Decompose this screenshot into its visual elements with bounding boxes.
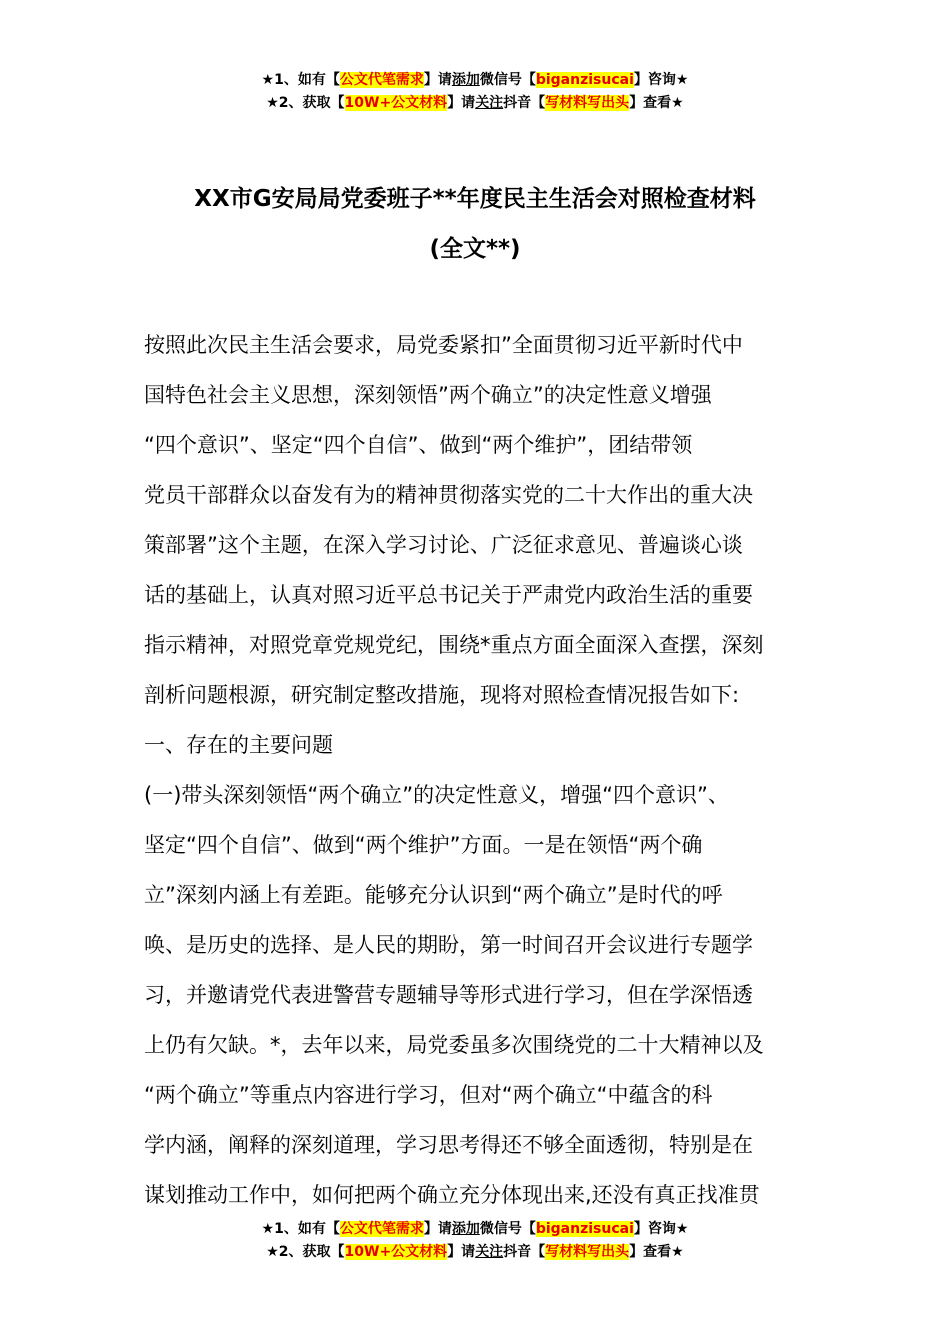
body-line: 国特色社会主义思想，深刻领悟”两个确立”的决定性意义增强 bbox=[144, 383, 712, 407]
promo-underline: 关注 bbox=[475, 95, 504, 111]
promo-highlight: 10W+公文材料 bbox=[344, 95, 448, 111]
body-line: 指示精神，对照党章党规党纪，围绕*重点方面全面深入查摆，深刻 bbox=[144, 633, 764, 657]
body-line: 上仍有欠缺。*，去年以来，局党委虽多次围绕党的二十大精神以及 bbox=[144, 1033, 764, 1057]
promo-underline: 添加 bbox=[451, 72, 480, 88]
section-heading: 一、存在的主要问题 bbox=[144, 733, 333, 757]
promo-text: ★2、获取【 bbox=[266, 95, 345, 111]
body-line: 策部署”这个主题，在深入学习讨论、广泛征求意见、普遍谈心谈 bbox=[144, 533, 743, 557]
promo-text: 】请 bbox=[447, 1244, 476, 1260]
footer-promo bbox=[0, 1218, 950, 1264]
promo-douyin-id: 写材料写出头 bbox=[545, 95, 630, 111]
promo-text: 抖音【 bbox=[503, 95, 546, 111]
body-line: 习，并邀请党代表进警营专题辅导等形式进行学习，但在学深悟透 bbox=[144, 983, 753, 1007]
body-line: 唤、是历史的选择、是人民的期盼，第一时间召开会议进行专题学 bbox=[144, 933, 753, 957]
footer-promo-line-1 bbox=[0, 1218, 950, 1241]
body-line: “四个意识”、坚定“四个自信”、做到“两个维护”，团结带领 bbox=[144, 433, 693, 457]
body-line: 坚定“四个自信”、做到“两个维护”方面。一是在领悟“两个确 bbox=[144, 833, 703, 857]
body-line: 剖析问题根源，研究制定整改措施，现将对照检查情况报告如下: bbox=[144, 683, 740, 707]
promo-text: 】咨询★ bbox=[633, 72, 689, 88]
document-title-subtitle: (全文**) bbox=[429, 236, 521, 262]
promo-douyin-id: 写材料写出头 bbox=[545, 1244, 630, 1260]
promo-text: 】请 bbox=[423, 72, 452, 88]
footer-promo-line-2 bbox=[0, 1241, 950, 1264]
promo-text: 】请 bbox=[423, 1221, 452, 1237]
promo-text: 抖音【 bbox=[503, 1244, 546, 1260]
body-line: (一)带头深刻领悟“两个确立”的决定性意义，增强“四个意识”、 bbox=[144, 783, 729, 807]
promo-highlight: 公文代笔需求 bbox=[339, 72, 424, 88]
body-line: 谋划推动工作中，如何把两个确立充分体现出来,还没有真正找准贯 bbox=[144, 1183, 760, 1207]
promo-wechat-id: biganzisucai bbox=[535, 72, 634, 88]
header-promo-line-1 bbox=[0, 69, 950, 92]
body-line: 按照此次民主生活会要求，局党委紧扣”全面贯彻习近平新时代中 bbox=[144, 333, 743, 357]
header-promo bbox=[0, 69, 950, 115]
promo-text: 微信号【 bbox=[479, 1221, 536, 1237]
promo-text: 】查看★ bbox=[629, 1244, 684, 1260]
promo-text: ★1、如有【 bbox=[261, 1221, 340, 1237]
promo-text: 微信号【 bbox=[479, 72, 536, 88]
promo-text: 】请 bbox=[447, 95, 476, 111]
header-promo-line-2 bbox=[0, 92, 950, 115]
promo-text: ★1、如有【 bbox=[261, 72, 340, 88]
body-line: 话的基础上，认真对照习近平总书记关于严肃党内政治生活的重要 bbox=[144, 583, 753, 607]
promo-wechat-id: biganzisucai bbox=[535, 1221, 634, 1237]
body-line: 学内涵，阐释的深刻道理，学习思考得还不够全面透彻，特别是在 bbox=[144, 1133, 753, 1157]
promo-text: 】咨询★ bbox=[633, 1221, 689, 1237]
promo-underline: 关注 bbox=[475, 1244, 504, 1260]
body-line: “两个确立”等重点内容进行学习，但对“两个确立“中蕴含的科 bbox=[144, 1083, 713, 1107]
promo-highlight: 公文代笔需求 bbox=[339, 1221, 424, 1237]
body-line: 立”深刻内涵上有差距。能够充分认识到“两个确立”是时代的呼 bbox=[144, 883, 723, 907]
promo-underline: 添加 bbox=[451, 1221, 480, 1237]
promo-highlight: 10W+公文材料 bbox=[344, 1244, 448, 1260]
promo-text: 】查看★ bbox=[629, 95, 684, 111]
document-title: XX市G安局局党委班子**年度民主生活会对照检查材料 bbox=[194, 186, 756, 212]
body-line: 党员干部群众以奋发有为的精神贯彻落实党的二十大作出的重大决 bbox=[144, 483, 753, 507]
promo-text: ★2、获取【 bbox=[266, 1244, 345, 1260]
document-body bbox=[144, 320, 809, 1220]
